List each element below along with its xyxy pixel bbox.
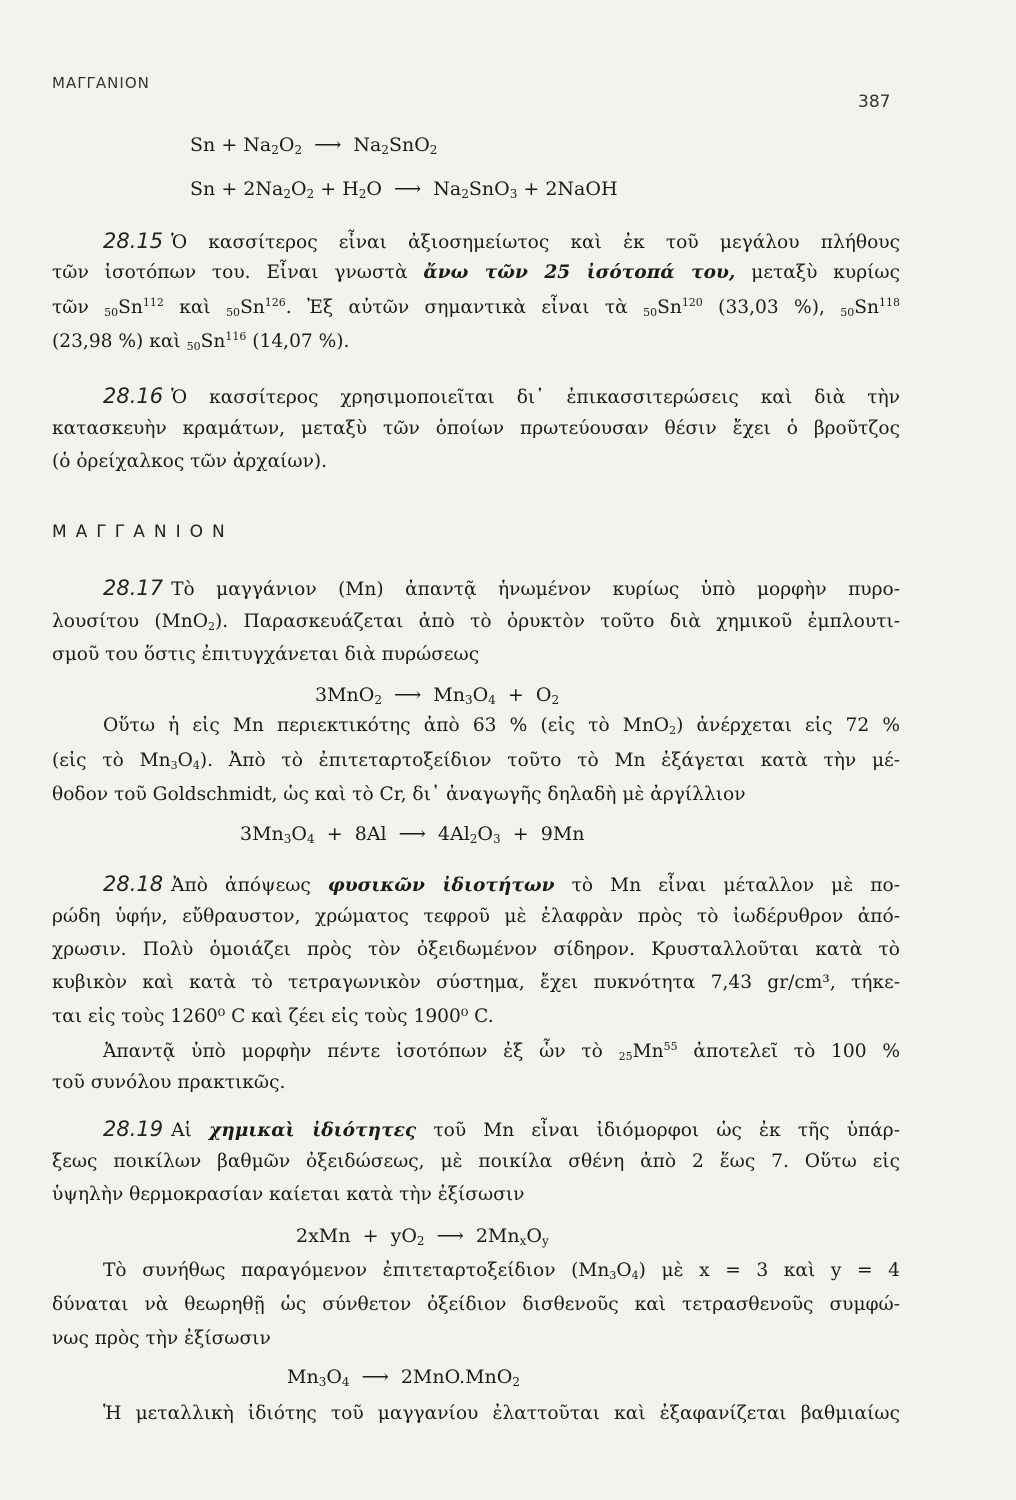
equation-4: $3Mn_3O_4 + 8Al$ ⟶ $4Al_2O_3 + 9Mn$	[240, 823, 585, 846]
s2815-line-1: 28.15 Ὁ κασσίτερος εἶναι ἀξιοσημείωτος καὶ ἐκ τοῦ μεγάλου πλήθους	[103, 229, 900, 253]
s2817-line-4: Οὕτω ἡ εἰς Mn περιεκτικότης ἀπὸ 63 % (εἰς τὸ MnO$_2$) ἀνέρχεται εἰς 72 %	[103, 715, 900, 737]
s2818-line-1: 28.18 Ἀπὸ ἀπόψεως φυσικῶν ἰδιοτήτων τὸ Mn εἶναι μέταλλον μὲ πο-	[103, 872, 900, 896]
s2819-line-4: Τὸ συνήθως παραγόμενον ἐπιτεταρτοξείδιον $(Mn_3O_4)$ μὲ x = 3 καὶ y = 4	[103, 1260, 900, 1282]
s2815-line-2: τῶν ἰσοτόπων του. Εἶναι γνωστὰ ἄνω τῶν 25 ἰσότοπά του, μεταξὺ κυρίως	[52, 262, 900, 283]
s2818-line-2: ρώδη ὑφήν, εὔθραυστον, χρώματος τεφροῦ μὲ ἐλαφρὰν πρὸς τὸ ἰωδέρυθρον ἀπό-	[52, 906, 900, 927]
s2818-line-3: χρωσιν. Πολὺ ὁμοιάζει πρὸς τὸν ὀξειδωμένον σίδηρον. Κρυσταλλοῦται κατὰ τὸ	[52, 939, 900, 960]
equation-1: $Sn + Na_2O_2$ ⟶ $Na_2SnO_2$	[190, 134, 438, 157]
s2819-line-5: δύναται νὰ θεωρηθῇ ὡς σύνθετον ὀξείδιον δισθενοῦς καὶ τετρασθενοῦς συμφώ-	[52, 1294, 900, 1315]
s2817-line-5: (εἰς τὸ $Mn_3O_4$). Ἀπὸ τὸ ἐπιτεταρτοξείδιον τοῦτο τὸ Mn ἐξάγεται κατὰ τὴν μέ-	[52, 750, 900, 772]
equation-6: $Mn_3O_4$ ⟶ 2MnO.MnO$_2$	[287, 1366, 521, 1389]
s2818-line-7: τοῦ συνόλου πρακτικῶς.	[52, 1072, 286, 1093]
s2817-line-6: θοδον τοῦ Goldschmidt, ὡς καὶ τὸ Cr, δι᾿ ἀναγωγῆς δηλαδὴ μὲ ἀργίλλιον	[52, 784, 746, 805]
section-heading: ΜΑΓΓΑΝΙΟΝ	[52, 522, 234, 542]
s2817-line-3: σμοῦ του ὅστις ἐπιτυγχάνεται διὰ πυρώσεως	[52, 644, 480, 665]
s2818-line-5: ται εἰς τοὺς 1260⁰ C καὶ ζέει εἰς τοὺς 1900⁰ C.	[52, 1006, 494, 1027]
s2819-line-3: ὑψηλὴν θερμοκρασίαν καίεται κατὰ τὴν ἐξίσωσιν	[52, 1184, 525, 1205]
s2819-line-7: Ἡ μεταλλικὴ ἰδιότης τοῦ μαγγανίου ἐλαττοῦται καὶ ἐξαφανίζεται βαθμιαίως	[103, 1403, 900, 1424]
s2816-line-3: (ὁ ὀρείχαλκος τῶν ἀρχαίων).	[52, 451, 328, 472]
s2815-line-4: (23,98 %) καὶ $_{50}Sn^{116}$ (14,07 %).	[52, 330, 350, 353]
page-number: 387	[858, 92, 891, 112]
s2818-line-4: κυβικὸν καὶ κατὰ τὸ τετραγωνικὸν σύστημα, ἔχει πυκνότητα 7,43 gr/cm³, τήκε-	[52, 972, 900, 993]
s2819-line-2: ξεως ποικίλων βαθμῶν ὀξειδώσεως, μὲ ποικίλα σθένη ἀπὸ 2 ἕως 7. Οὕτω εἰς	[52, 1151, 900, 1172]
equation-5: $2xMn + yO_2$ ⟶ $2Mn_xO_y$	[296, 1225, 549, 1248]
s2817-line-1: 28.17 Τὸ μαγγάνιον (Mn) ἀπαντᾷ ἡνωμένον κυρίως ὑπὸ μορφὴν πυρο-	[103, 576, 900, 600]
s2819-line-1: 28.19 Αἱ χημικαὶ ἰδιότητες τοῦ Mn εἶναι ἰδιόμορφοι ὡς ἐκ τῆς ὑπάρ-	[103, 1117, 900, 1141]
s2819-line-6: νως πρὸς τὴν ἐξίσωσιν	[52, 1328, 271, 1349]
s2816-line-2: κατασκευὴν κραμάτων, μεταξὺ τῶν ὁποίων πρωτεύουσαν θέσιν ἔχει ὁ βροῦτζος	[52, 418, 900, 439]
equation-2: $Sn + 2Na_2O_2 + H_2O$ ⟶ $Na_2SnO_3$ + 2NaOH	[190, 178, 618, 201]
s2818-line-6: Ἀπαντᾷ ὑπὸ μορφὴν πέντε ἰσοτόπων ἐξ ὧν τὸ $_{25}Mn^{55}$ ἀποτελεῖ τὸ 100 %	[103, 1040, 900, 1063]
s2816-line-1: 28.16 Ὁ κασσίτερος χρησιμοποιεῖται δι᾿ ἐπικασσιτερώσεις καὶ διὰ τὴν	[103, 384, 900, 408]
s2817-line-2: λουσίτου (MnO$_2$). Παρασκευάζεται ἀπὸ τὸ ὀρυκτὸν τοῦτο διὰ χημικοῦ ἐμπλουτι-	[52, 611, 900, 633]
running-head: ΜΑΓΓΑΝΙΟΝ	[52, 74, 150, 92]
equation-3: 3MnO$_2$ ⟶ $Mn_3O_4 + O_2$	[315, 684, 560, 707]
s2815-line-3: τῶν $_{50}Sn^{112}$ καὶ $_{50}Sn^{126}$. Ἐξ αὐτῶν σημαντικὰ εἶναι τὰ $_{50}Sn^{120}$ (33,03 %), $_{50}Sn^{118}$	[52, 296, 900, 319]
